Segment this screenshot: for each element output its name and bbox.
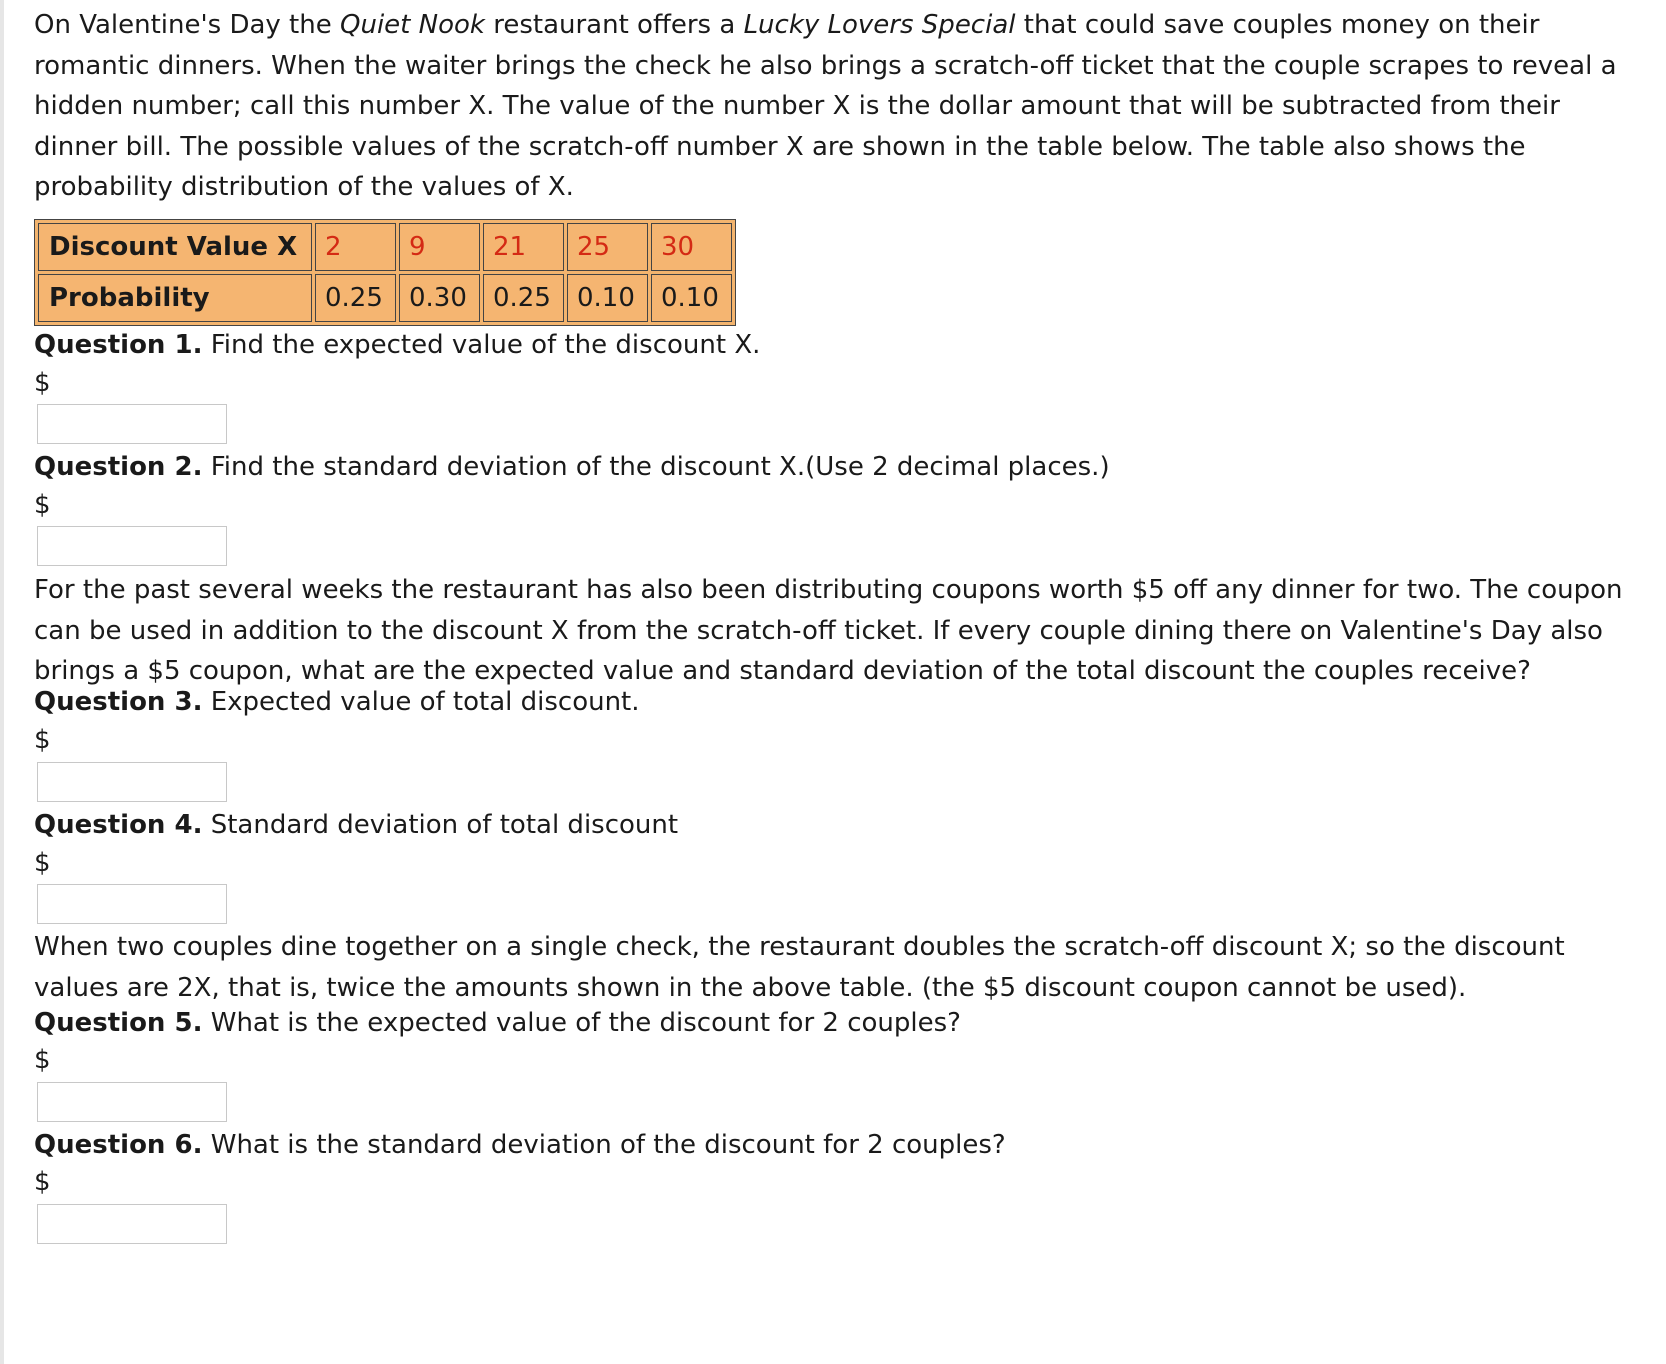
question-1-text: Find the expected value of the discount X. xyxy=(202,330,761,360)
restaurant-name: Quiet Nook xyxy=(340,10,485,40)
question-6-label: Question 6. xyxy=(34,1130,203,1160)
question-3-label: Question 3. xyxy=(34,687,203,717)
discount-value: 9 xyxy=(399,223,480,271)
dollar-sign: $ xyxy=(34,368,51,398)
question-3 xyxy=(34,682,640,722)
answer-input-q2[interactable] xyxy=(37,526,227,566)
left-border xyxy=(0,0,4,1364)
answer-input-q1[interactable] xyxy=(37,404,227,444)
intro-text-1: On Valentine's Day the xyxy=(34,10,340,40)
question-4-label: Question 4. xyxy=(34,810,203,840)
coupon-paragraph: For the past several weeks the restaurant has also been distributing coupons worth $5 off any dinner for two. The coupon can be used in addition to the discount X from the scratch-off ticket. If every couple dining there on Valentine's Day also brings a $5 coupon, what are the expected value and standard deviation of the total discount the couples receive? xyxy=(34,575,1623,686)
question-6 xyxy=(34,1125,1006,1165)
probability-value: 0.25 xyxy=(483,274,564,322)
answer-input-q3[interactable] xyxy=(37,762,227,802)
probability-table xyxy=(34,219,736,326)
dollar-sign: $ xyxy=(34,725,51,755)
discount-value: 30 xyxy=(651,223,732,271)
discount-value: 25 xyxy=(567,223,648,271)
dollar-sign: $ xyxy=(34,1045,51,1075)
answer-input-q5[interactable] xyxy=(37,1082,227,1122)
two-couples-paragraph: When two couples dine together on a single check, the restaurant doubles the scratch-off discount X; so the discount values are 2X, that is, twice the amounts shown in the above table. (the $5 discount coupon cannot be used). xyxy=(34,932,1565,1003)
probability-value: 0.10 xyxy=(567,274,648,322)
answer-input-q4[interactable] xyxy=(37,884,227,924)
dollar-sign: $ xyxy=(34,848,51,878)
special-name: Lucky Lovers Special xyxy=(743,10,1016,40)
probability-value: 0.25 xyxy=(315,274,396,322)
question-3-text: Expected value of total discount. xyxy=(202,687,640,717)
question-2-text: Find the standard deviation of the discount X.(Use 2 decimal places.) xyxy=(202,452,1110,482)
probability-value: 0.10 xyxy=(651,274,732,322)
question-1 xyxy=(34,325,760,365)
question-2 xyxy=(34,447,1110,487)
intro-text-2: restaurant offers a xyxy=(484,10,744,40)
discount-row xyxy=(38,223,732,271)
question-1-label: Question 1. xyxy=(34,330,203,360)
question-4 xyxy=(34,805,678,845)
probability-row xyxy=(38,274,732,322)
intro-text-3: that could save couples money on their romantic dinners. When the waiter brings the check he also brings a scratch-off ticket that the couple scrapes to reveal a hidden number; call this number X. The value of the number X is the dollar amount that will be subtracted from their dinner bill. The possible values of the scratch-off number X are shown in the table below. The table also shows the probability distribution of the values of X. xyxy=(34,10,1617,202)
probability-value: 0.30 xyxy=(399,274,480,322)
dollar-sign: $ xyxy=(34,1167,51,1197)
discount-header: Discount Value X xyxy=(38,223,312,271)
question-5-label: Question 5. xyxy=(34,1008,203,1038)
discount-value: 21 xyxy=(483,223,564,271)
dollar-sign: $ xyxy=(34,490,51,520)
probability-header: Probability xyxy=(38,274,312,322)
question-2-label: Question 2. xyxy=(34,452,203,482)
question-5 xyxy=(34,1003,961,1043)
question-6-text: What is the standard deviation of the discount for 2 couples? xyxy=(202,1130,1006,1160)
answer-input-q6[interactable] xyxy=(37,1204,227,1244)
question-4-text: Standard deviation of total discount xyxy=(202,810,679,840)
discount-value: 2 xyxy=(315,223,396,271)
question-5-text: What is the expected value of the discount for 2 couples? xyxy=(202,1008,961,1038)
intro-paragraph xyxy=(34,5,1634,208)
